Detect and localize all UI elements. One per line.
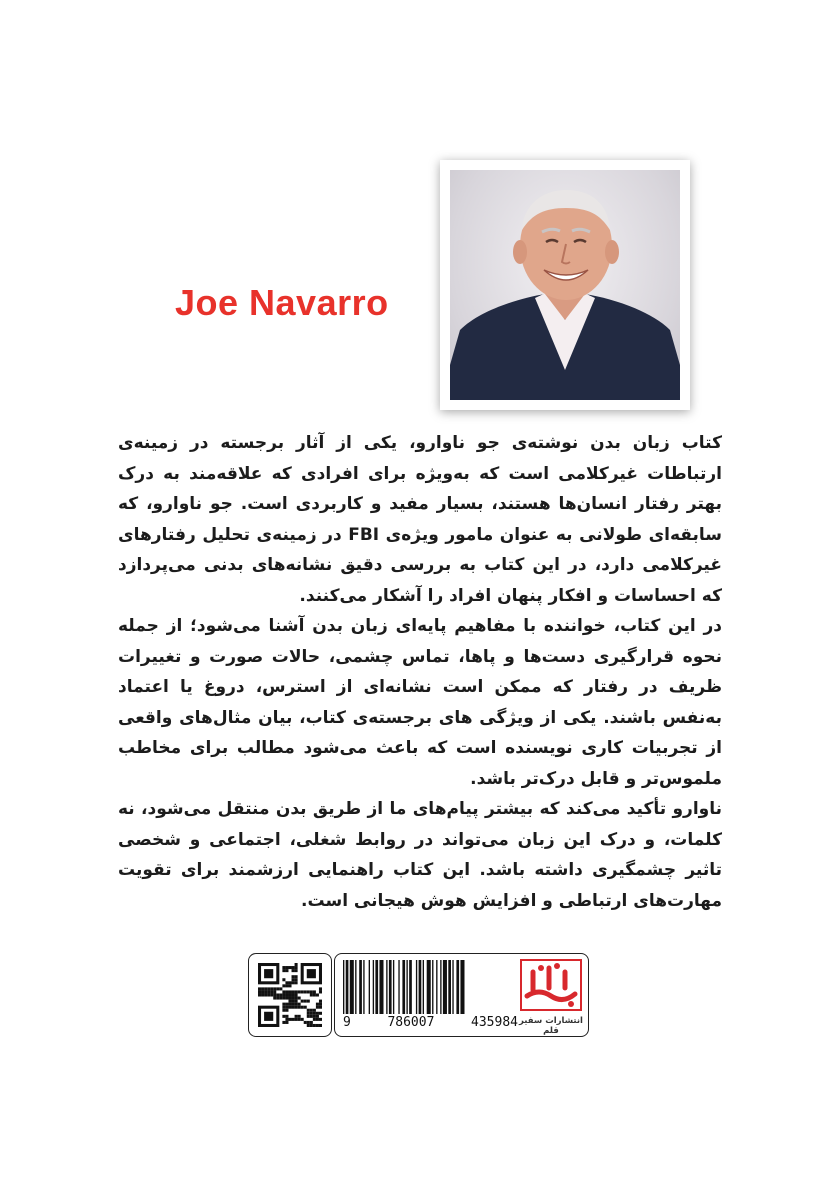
barcode-digit-prefix: 9 — [343, 1015, 351, 1030]
publisher-logo-icon — [519, 958, 583, 1012]
barcode-number — [343, 1015, 518, 1030]
barcode-digit-group-1: 786007 — [387, 1015, 435, 1030]
isbn-barcode-icon — [341, 960, 513, 1014]
publisher-name: انتشارات سفیر قلم — [519, 1016, 583, 1036]
barcode-box — [334, 953, 589, 1037]
author-name: Joe Navarro — [175, 282, 389, 323]
qr-code-icon — [258, 963, 322, 1027]
description-paragraph-2: در این کتاب، خواننده با مفاهیم پایه‌ای زبان بدن آشنا می‌شود؛ از جمله نحوه قرارگیری دست‌ها و پاها، تماس چشمی، حالات صورت و تغییرات ظریف در رفتار که ممکن است نشانه‌ای از استرس، دروغ یا اعتماد به‌نفس باشند. یکی از ویژگی های برجسته‌ی کتاب، بیان مثال‌های واقعی از تجربیات کاری نویسنده است که باعث می‌شود مطالب برای مخاطب ملموس‌تر و قابل درک‌تر باشد. — [118, 616, 722, 789]
description-paragraph-1: کتاب زبان بدن نوشته‌ی جو ناوارو، یکی از آثار برجسته در زمینه‌ی ارتباطات غیرکلامی است که به‌ویژه برای افرادی که علاقه‌مند به درک بهتر رفتار انسان‌ها هستند، بسیار مفید و کاربردی است. جو ناوارو، که سابقه‌ای طولانی به عنوان مامور ویژه‌ی FBI در زمینه‌ی تحلیل رفتارهای غیرکلامی دارد، در این کتاب به بررسی دقیق نشانه‌های بدنی می‌پردازد که احساسات و افکار پنهان افراد را آشکار می‌کنند. — [118, 433, 723, 606]
book-description — [118, 428, 722, 916]
description-paragraph-3: ناوارو تأکید می‌کند که بیشتر پیام‌های ما از طریق بدن منتقل می‌شود، نه کلمات، و درک این زبان می‌تواند در روابط شغلی، اجتماعی و شخصی تاثیر چشمگیری داشته باشد. این کتاب راهنمایی ارزشمند برای تقویت مهارت‌های ارتباطی و افزایش هوش هیجانی است. — [118, 799, 722, 911]
qr-code-box — [248, 953, 332, 1037]
author-photo — [450, 170, 680, 400]
author-portrait-image — [450, 170, 680, 400]
barcode-digit-group-2: 435984 — [471, 1015, 518, 1030]
author-photo-frame — [440, 160, 690, 410]
